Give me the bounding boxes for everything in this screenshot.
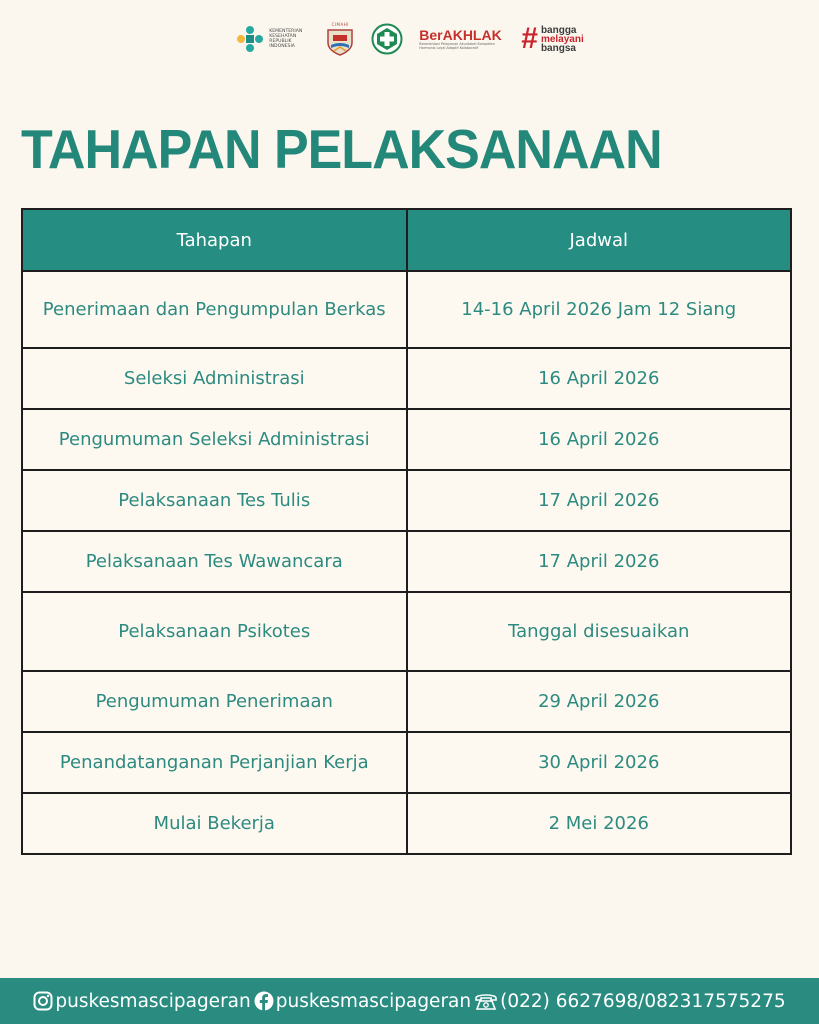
stage-cell: Pelaksanaan Tes Tulis	[22, 470, 407, 531]
stage-cell: Penerimaan dan Pengumpulan Berkas	[22, 271, 407, 348]
kemenkes-text: KEMENTERIAN KESEHATAN REPUBLIK INDONESIA	[269, 29, 303, 49]
schedule-cell: 17 April 2026	[407, 470, 792, 531]
phone-number: (022) 6627698/082317575275	[500, 990, 786, 1012]
instagram-contact[interactable]	[33, 991, 250, 1012]
stage-cell: Pengumuman Penerimaan	[22, 671, 407, 732]
kemenkes-logo	[235, 24, 309, 54]
table-row	[22, 271, 791, 348]
page-title: TAHAPAN PELAKSANAAN	[21, 119, 662, 181]
table-row	[22, 348, 791, 409]
logo-bar	[0, 18, 819, 60]
facebook-contact[interactable]	[254, 991, 471, 1012]
schedule-cell: 17 April 2026	[407, 531, 792, 592]
column-header-tahapan: Tahapan	[22, 209, 407, 271]
facebook-icon	[254, 991, 274, 1011]
city-crest-icon	[325, 27, 355, 57]
schedule-table	[21, 208, 792, 855]
contact-footer	[0, 978, 819, 1024]
cimahi-logo: CIMAHI	[325, 22, 355, 57]
telephone-icon	[474, 991, 498, 1011]
berakhlak-logo: BerAKHLAK Berorientasi Pelayanan Akuntabel Kompeten Harmonis Loyal Adaptif Kolaboratif	[419, 27, 502, 50]
table-header-row	[22, 209, 791, 271]
schedule-cell: 29 April 2026	[407, 671, 792, 732]
hashtag-icon: #	[521, 22, 538, 55]
table-row	[22, 671, 791, 732]
schedule-cell: 14-16 April 2026 Jam 12 Siang	[407, 271, 792, 348]
table-row	[22, 793, 791, 854]
table-row	[22, 531, 791, 592]
table-row	[22, 732, 791, 793]
table-row	[22, 470, 791, 531]
facebook-handle: puskesmascipageran	[275, 990, 472, 1012]
puskesmas-cross-icon	[371, 23, 403, 55]
schedule-cell: 2 Mei 2026	[407, 793, 792, 854]
stage-cell: Mulai Bekerja	[22, 793, 407, 854]
kemenkes-emblem-icon	[235, 24, 265, 54]
schedule-cell: 16 April 2026	[407, 348, 792, 409]
stage-cell: Penandatanganan Perjanjian Kerja	[22, 732, 407, 793]
bangga-melayani-bangsa-logo: # bangga melayani bangsa	[521, 22, 584, 55]
stage-cell: Pelaksanaan Tes Wawancara	[22, 531, 407, 592]
schedule-cell: 16 April 2026	[407, 409, 792, 470]
phone-contact[interactable]	[474, 991, 786, 1012]
schedule-cell: 30 April 2026	[407, 732, 792, 793]
instagram-handle: puskesmascipageran	[55, 990, 251, 1012]
schedule-cell: Tanggal disesuaikan	[407, 592, 792, 671]
stage-cell: Pengumuman Seleksi Administrasi	[22, 409, 407, 470]
table-row	[22, 592, 791, 671]
instagram-icon	[33, 991, 53, 1011]
table-row	[22, 409, 791, 470]
column-header-jadwal: Jadwal	[407, 209, 792, 271]
puskesmas-logo	[371, 23, 403, 55]
stage-cell: Seleksi Administrasi	[22, 348, 407, 409]
stage-cell: Pelaksanaan Psikotes	[22, 592, 407, 671]
